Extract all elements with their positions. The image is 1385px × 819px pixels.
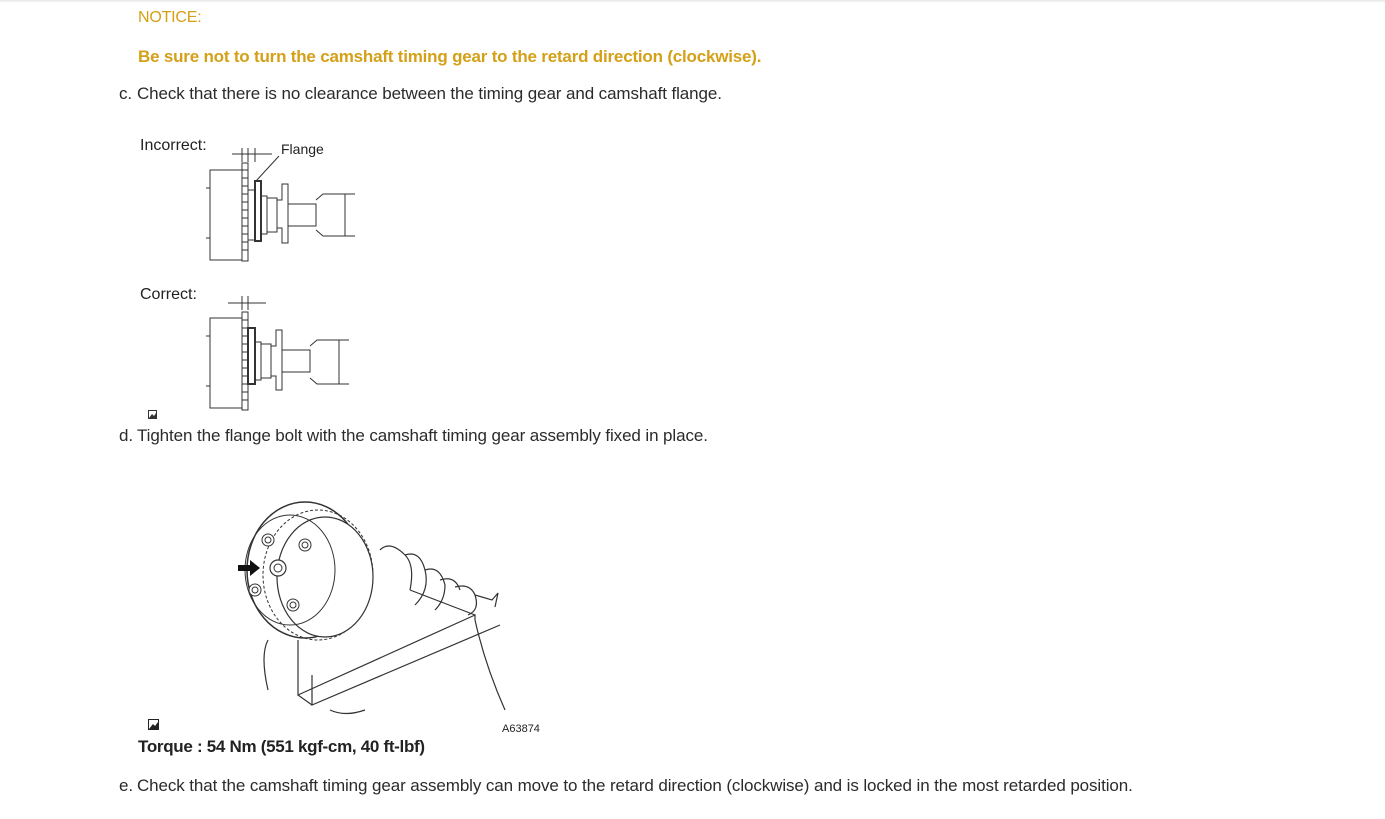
step-marker: d. — [119, 426, 133, 445]
figure-code: A63874 — [502, 723, 540, 735]
camshaft — [380, 546, 498, 615]
top-shadow-bar — [0, 0, 1385, 3]
step-e — [119, 776, 1133, 796]
flange-label: Flange — [281, 141, 324, 157]
notice-text: Be sure not to turn the camshaft timing gear to the retard direction (clockwise). — [138, 47, 762, 66]
correct-camshaft-drawing — [206, 296, 349, 410]
flange-clearance-figure — [130, 128, 370, 418]
step-marker: e. — [119, 776, 133, 795]
image-icon — [148, 410, 158, 419]
step-d — [119, 426, 708, 446]
step-text: Tighten the flange bolt with the camshaft timing gear assembly fixed in place. — [137, 426, 708, 445]
incorrect-camshaft-drawing — [206, 148, 355, 261]
step-text: Check that there is no clearance between the timing gear and camshaft flange. — [137, 84, 722, 103]
incorrect-label: Incorrect: — [140, 137, 207, 154]
image-icon — [148, 719, 160, 731]
step-marker: c. — [119, 84, 133, 103]
step-text: Check that the camshaft timing gear assembly can move to the retard direction (clockwise) and is locked in the most retarded position. — [137, 776, 1133, 795]
notice-title: NOTICE: — [138, 9, 202, 26]
step-c — [119, 84, 722, 104]
timing-gear — [245, 502, 373, 640]
camshaft-gear-figure — [230, 495, 560, 740]
torque-spec: Torque : 54 Nm (551 kgf-cm, 40 ft-lbf) — [138, 737, 425, 756]
correct-label: Correct: — [140, 286, 197, 303]
